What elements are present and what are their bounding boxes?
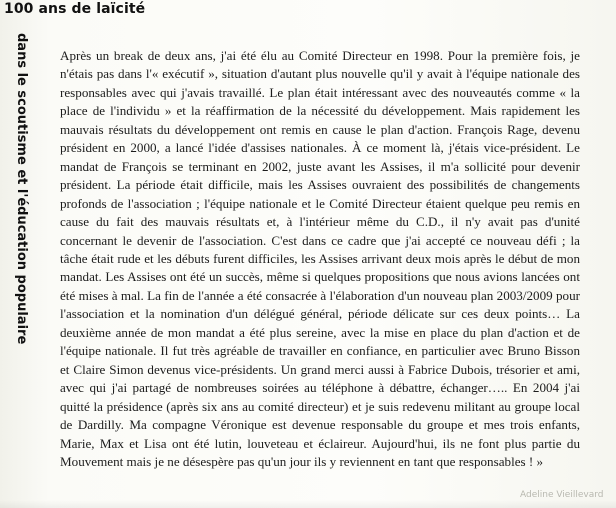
- vertical-section-title: [9, 33, 33, 345]
- scan-edge-shadow: [0, 500, 616, 508]
- bleed-through-text: Adeline Vieillevard: [520, 490, 604, 500]
- running-title: 100 ans de laïcité: [4, 1, 146, 17]
- article-paragraph: Après un break de deux ans, j'ai été élu au Comité Directeur en 1998. Pour la première fois, je n'étais pas dans l'« exécutif », situation d'autant plus nouvelle qu'il y avait à l'équipe nationale des responsables avec qui j'avais travaillé. Le plan était intéressant avec des nouveautés comme « la place de l'individu » et la réaffirmation de la nécessité du développement. Mais rapidement les mauvais résultats du développement ont remis en cause le plan d'action. François Rage, devenu président en 2000, a lancé l'idée d'assises nationales. À ce moment là, j'étais vice-président. Le mandat de François se terminant en 2002, juste avant les Assises, il m'a sollicité pour devenir président. La période était difficile, mais les Assises ouvraient des possibilités de changements profonds de l'association ; l'équipe nationale et le Comité Directeur étaient quelque peu remis en cause du fait des mauvais résultats et, à l'intérieur même du C.D., il n'y avait pas d'unité concernant le devenir de l'association. C'est dans ce cadre que j'ai accepté ce nouveau défi ; la tâche était rude et les débuts furent difficiles, les Assises arrivant deux mois après le début de mon mandat. Les Assises ont été un succès, même si quelques propositions que nous avions lancées ont été mises à mal. La fin de l'année a été consacrée à l'élaboration d'un nouveau plan 2003/2009 pour l'association et la nomination d'un délégué général, période délicate sur ces deux points… La deuxième année de mon mandat a été plus sereine, avec la mise en place du plan d'action et de l'équipe nationale. Il fut très agréable de travailler en confiance, en particulier avec Bruno Bisson et Claire Simon devenus vice-présidents. Un grand merci aussi à Fabrice Dubois, trésorier et ami, avec qui j'ai partagé de nombreuses soirées au téléphone à débattre, échanger….. En 2004 j'ai quitté la présidence (après six ans au comité directeur) et je suis redevenu militant au groupe local de Dardilly. Ma compagne Véronique est devenue responsable du groupe et mes trois enfants, Marie, Max et Lisa ont été lutin, louveteau et éclaireur. Aujourd'hui, ils ne font plus partie du Mouvement mais je ne désespère pas qu'un jour ils y reviennent en tant que responsables ! »: [60, 48, 580, 469]
- vertical-section-title-text: dans le scoutisme et l'éducation populaire: [14, 33, 29, 345]
- article-body: [60, 47, 580, 471]
